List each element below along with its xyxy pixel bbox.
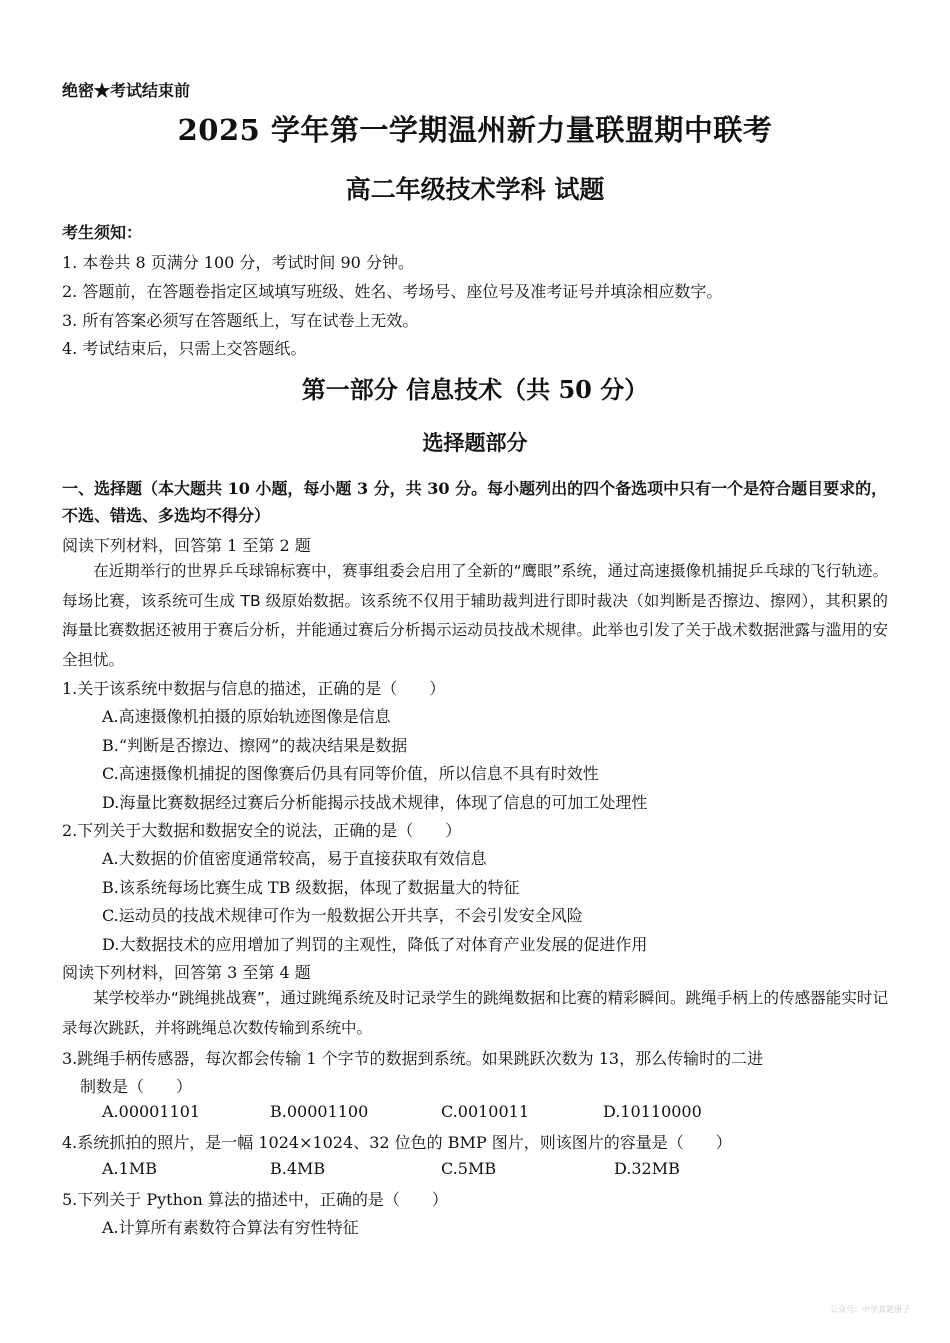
exam-subtitle: 高二年级技术学科 试题 — [345, 175, 605, 204]
material-lead: 阅读下列材料，回答第 3 至第 4 题 — [62, 963, 311, 982]
question-option: D.32MB — [614, 1159, 680, 1178]
section-instructions: 一、选择题（本大题共 10 小题，每小题 3 分，共 30 分。每小题列出的四个备选项中只有一个是符合题目要求的，不选、错选、多选均不得分） — [62, 479, 888, 525]
question-option: A.高速摄像机拍摄的原始轨迹图像是信息 — [102, 707, 391, 726]
question-option: C.运动员的技战术规律可作为一般数据公开共享，不会引发安全风险 — [102, 906, 583, 925]
question-option: A.计算所有素数符合算法有穷性特征 — [102, 1218, 359, 1237]
material-lead: 阅读下列材料，回答第 1 至第 2 题 — [62, 536, 311, 555]
question-option: B.该系统每场比赛生成 TB 级数据，体现了数据量大的特征 — [102, 878, 520, 897]
question-stem: 2.下列关于大数据和数据安全的说法，正确的是（ ） — [62, 821, 462, 840]
question-stem: 1.关于该系统中数据与信息的描述，正确的是（ ） — [62, 679, 446, 698]
question-option: B.00001100 — [270, 1102, 369, 1121]
question-option: B.4MB — [270, 1159, 326, 1178]
question-option: C.0010011 — [441, 1102, 530, 1121]
question-option: B.“判断是否擦边、擦网”的裁决结果是数据 — [102, 736, 408, 755]
notice-item: 1. 本卷共 8 页满分 100 分，考试时间 90 分钟。 — [62, 253, 414, 272]
part-title: 第一部分 信息技术（共 50 分） — [301, 375, 649, 404]
question-option: D.大数据技术的应用增加了判罚的主观性，降低了对体育产业发展的促进作用 — [102, 935, 648, 954]
confidential-label: 绝密★考试结束前 — [62, 81, 191, 100]
question-stem: 3.跳绳手柄传感器，每次都会传输 1 个字节的数据到系统。如果跳跃次数为 13，那么传输时的二进 — [62, 1049, 764, 1068]
question-stem-cont: 制数是（ ） — [80, 1077, 193, 1096]
question-option: C.5MB — [441, 1159, 497, 1178]
question-option: A.1MB — [102, 1159, 157, 1178]
question-option: D.10110000 — [603, 1102, 702, 1121]
exam-title: 2025 学年第一学期温州新力量联盟期中联考 — [177, 113, 773, 147]
material-text: 在近期举行的世界乒乓球锦标赛中，赛事组委会启用了全新的“鹰眼”系统，通过高速摄像机捕捉乒乓球的飞行轨迹。每场比赛，该系统可生成 TB 级原始数据。该系统不仅用于辅助裁判进行即时裁决（如判断是否擦边、擦网），其积累的海量比赛数据还被用于赛后分析，并能通过赛后分析揭示运动员技战术规律。此举也引发了关于战术数据泄露与滥用的安全担忧。 — [62, 562, 888, 669]
material-text: 某学校举办“跳绳挑战赛”，通过跳绳系统及时记录学生的跳绳数据和比赛的精彩瞬间。跳绳手柄上的传感器能实时记录每次跳跃，并将跳绳总次数传输到系统中。 — [62, 989, 888, 1037]
question-option: A.00001101 — [102, 1102, 201, 1121]
question-option: D.海量比赛数据经过赛后分析能揭示技战术规律，体现了信息的可加工处理性 — [102, 793, 648, 812]
notice-item: 3. 所有答案必须写在答题纸上，写在试卷上无效。 — [62, 311, 419, 330]
watermark: 公众号：中学真题册子 — [830, 1305, 910, 1314]
question-option: A.大数据的价值密度通常较高，易于直接获取有效信息 — [102, 849, 487, 868]
notice-item: 2. 答题前，在答题卷指定区域填写班级、姓名、考场号、座位号及准考证号并填涂相应数字。 — [62, 282, 723, 301]
question-option: C.高速摄像机捕捉的图像赛后仍具有同等价值，所以信息不具有时效性 — [102, 764, 599, 783]
notice-item: 4. 考试结束后，只需上交答题纸。 — [62, 339, 307, 358]
notice-heading: 考生须知： — [62, 223, 143, 242]
question-stem: 5.下列关于 Python 算法的描述中，正确的是（ ） — [62, 1190, 448, 1209]
question-stem: 4.系统抓拍的照片，是一幅 1024×1024、32 位色的 BMP 图片，则该图片的容量是（ ） — [62, 1133, 732, 1152]
section-title: 选择题部分 — [422, 430, 528, 455]
